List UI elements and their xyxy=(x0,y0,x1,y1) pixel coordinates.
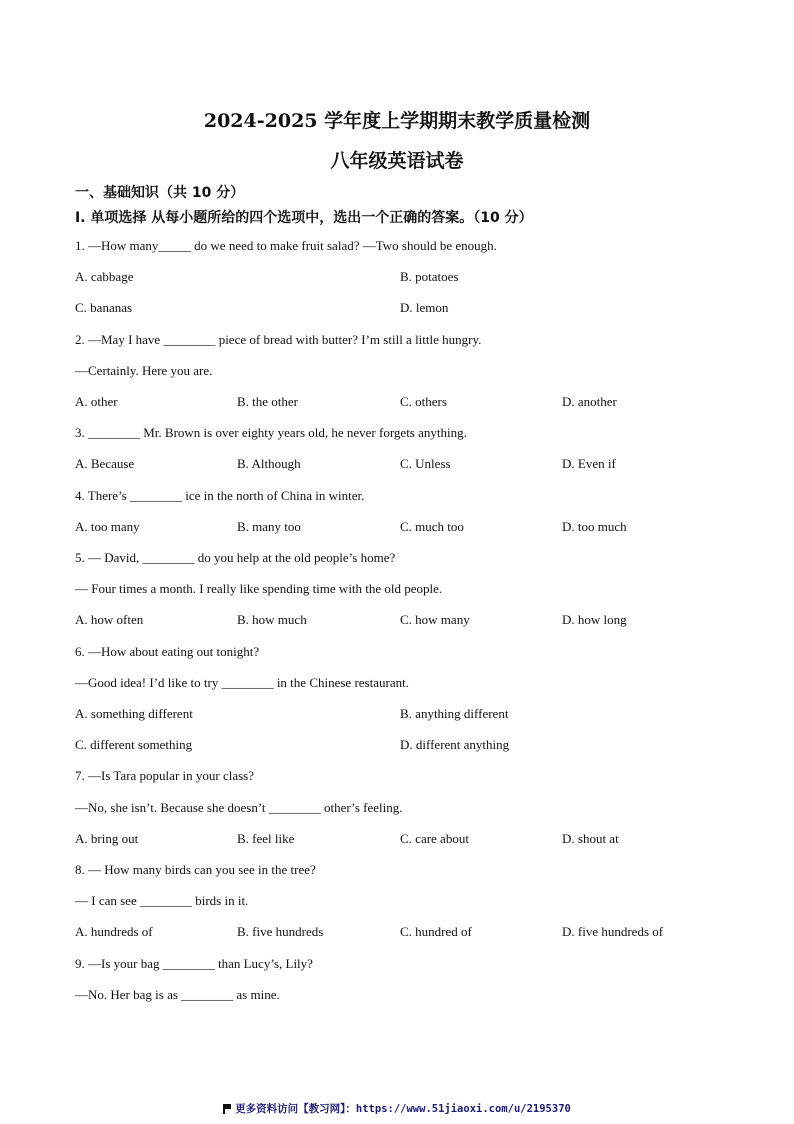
answer-option: B. many too xyxy=(237,518,301,534)
question-stem: 7. —Is Tara popular in your class? xyxy=(75,768,254,784)
question-stem: 5. — David, ________ do you help at the old people’s home? xyxy=(75,550,396,565)
question-dialogue-line: — Four times a month. I really like spending time with the old people. xyxy=(75,581,443,597)
exam-title: 2024-2025 学年度上学期期末教学质量检测 xyxy=(203,110,591,132)
answer-option: B. how much xyxy=(237,612,307,628)
answer-option: D. Even if xyxy=(562,456,616,472)
answer-option: C. how many xyxy=(400,612,470,628)
answer-option: D. another xyxy=(562,394,617,409)
flag-icon xyxy=(223,1104,231,1113)
question-dialogue-line: —No, she isn’t. Because she doesn’t ________ other’s feeling. xyxy=(75,799,403,815)
answer-option: A. other xyxy=(75,394,118,409)
question-stem: 6. —How about eating out tonight? xyxy=(75,643,260,659)
answer-option: D. different anything xyxy=(400,737,510,753)
footer-link[interactable]: 更多资料访问【教习网】：https://www.51jiaoxi.com/u/2195370 xyxy=(235,1103,571,1115)
part-heading: I. 单项选择 从每小题所给的四个选项中，选出一个正确的答案。（10 分） xyxy=(75,210,533,226)
question-dialogue-line: —Good idea! I’d like to try ________ in the Chinese restaurant. xyxy=(75,674,409,690)
answer-option: C. different something xyxy=(75,737,193,753)
answer-option: A. hundreds of xyxy=(75,924,153,940)
answer-option: A. Because xyxy=(75,456,135,472)
answer-option: D. shout at xyxy=(562,830,619,846)
exam-subtitle: 八年级英语试卷 xyxy=(330,150,464,172)
answer-option: D. lemon xyxy=(400,300,449,316)
answer-option: C. hundred of xyxy=(400,924,472,940)
answer-option: C. others xyxy=(400,394,447,409)
answer-option: C. care about xyxy=(400,830,469,846)
answer-option: B. five hundreds xyxy=(237,924,324,940)
answer-option: B. the other xyxy=(237,394,299,409)
answer-option: B. Although xyxy=(237,456,301,472)
answer-option: B. potatoes xyxy=(400,269,459,285)
footer[interactable] xyxy=(0,1101,794,1116)
answer-option: A. cabbage xyxy=(75,269,134,285)
question-stem: 3. ________ Mr. Brown is over eighty years old, he never forgets anything. xyxy=(75,425,467,441)
answer-option: A. bring out xyxy=(75,830,139,846)
answer-option: B. anything different xyxy=(400,706,509,721)
answer-option: A. how often xyxy=(75,612,144,628)
answer-option: A. too many xyxy=(75,518,140,534)
answer-option: D. five hundreds of xyxy=(562,924,664,940)
answer-option: C. much too xyxy=(400,518,464,534)
section-heading: 一、基础知识（共 10 分） xyxy=(75,185,245,201)
answer-option: B. feel like xyxy=(237,830,295,846)
question-stem: 2. —May I have ________ piece of bread with butter? I’m still a little hungry. xyxy=(75,331,482,347)
answer-option: C. Unless xyxy=(400,456,451,472)
question-dialogue-line: —Certainly. Here you are. xyxy=(75,362,213,378)
question-dialogue-line: — I can see ________ birds in it. xyxy=(75,893,249,909)
answer-option: D. how long xyxy=(562,612,627,628)
question-stem: 8. — How many birds can you see in the tree? xyxy=(75,862,316,877)
answer-option: A. something different xyxy=(75,706,193,721)
answer-option: D. too much xyxy=(562,518,627,534)
answer-option: C. bananas xyxy=(75,300,133,316)
question-dialogue-line: —No. Her bag is as ________ as mine. xyxy=(75,986,280,1002)
question-stem: 4. There’s ________ ice in the north of China in winter. xyxy=(75,487,365,503)
question-stem: 9. —Is your bag ________ than Lucy’s, Lily? xyxy=(75,955,313,971)
question-stem: 1. —How many_____ do we need to make fruit salad? —Two should be enough. xyxy=(75,238,497,253)
